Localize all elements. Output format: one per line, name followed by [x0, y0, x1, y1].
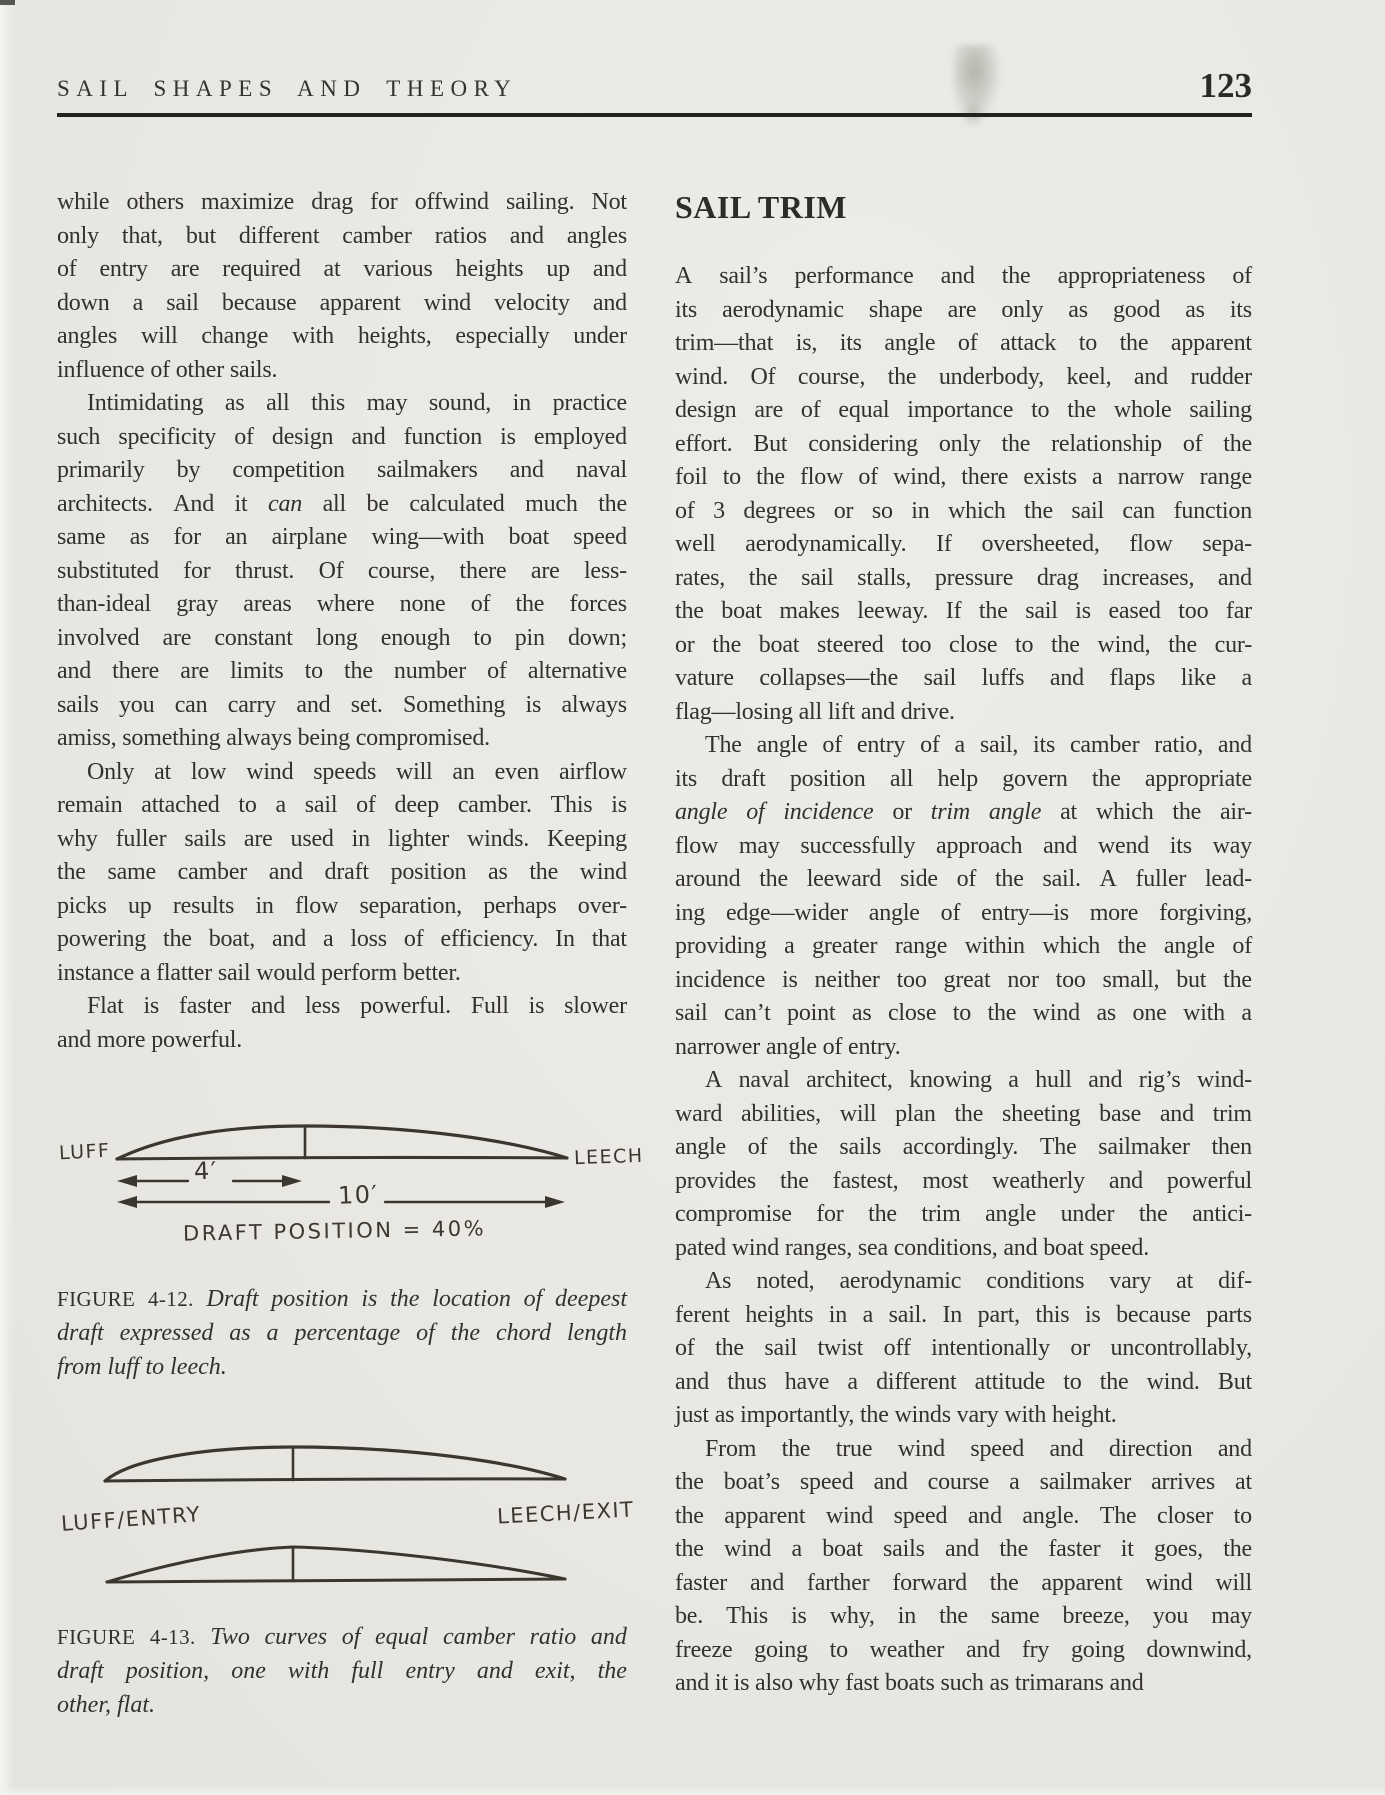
text-line: from luff to leech.	[57, 1354, 227, 1380]
text-line: other, flat.	[57, 1692, 156, 1718]
figure-4-12-caption	[57, 1282, 627, 1384]
left-text-column	[57, 186, 627, 1057]
scan-left-edge-shading	[0, 0, 14, 1795]
text-line: its aerodynamic shape are only as good as its	[675, 296, 1252, 323]
text-line: A naval architect, knowing a hull and rig’s wind-	[705, 1067, 1252, 1093]
text-line: while others maximize drag for offwind sailing. Not	[57, 189, 627, 215]
text-line: involved are constant long enough to pin down;	[57, 624, 627, 651]
text-line: angle of the sails accordingly. The sailmaker then	[675, 1134, 1252, 1160]
text-line: the boat makes leeway. If the sail is eased too far	[675, 598, 1252, 624]
scan-corner-artifact	[0, 0, 15, 5]
text-line: FIGURE 4-13. Two curves of equal camber ratio and	[57, 1624, 627, 1650]
text-line: draft expressed as a percentage of the chord length	[57, 1320, 627, 1346]
text-line: and there are limits to the number of alternative	[57, 658, 627, 684]
text-line: As noted, aerodynamic conditions vary at dif-	[705, 1268, 1252, 1294]
text-line: providing a greater range within which the angle of	[675, 933, 1252, 959]
section-heading-sail-trim: SAIL TRIM	[675, 189, 847, 225]
figure-4-13-diagram	[57, 1435, 697, 1600]
text-line: ferent heights in a sail. In part, this is because parts	[675, 1301, 1252, 1328]
text-line: amiss, something always being compromised.	[57, 725, 490, 751]
text-line: The angle of entry of a sail, its camber ratio, and	[705, 732, 1252, 758]
text-line: flag—losing all lift and drive.	[675, 698, 955, 725]
luff-entry-label: LUFF/ENTRY	[60, 1502, 202, 1536]
text-line: well aerodynamically. If oversheeted, flow sepa-	[675, 531, 1252, 557]
text-line: and thus have a different attitude to the wind. But	[675, 1368, 1252, 1395]
draft-position-annotation: DRAFT POSITION = 40%	[182, 1216, 487, 1246]
text-line: or the boat steered too close to the wind, the cur-	[675, 631, 1252, 658]
text-line: the same camber and draft position as the wind	[57, 859, 627, 885]
text-line: picks up results in flow separation, perhaps over-	[57, 892, 627, 919]
text-line: trim—that is, its angle of attack to the apparent	[675, 330, 1252, 356]
text-line: A sail’s performance and the appropriateness of	[675, 263, 1252, 289]
text-line: of the sail twist off intentionally or uncontrollably,	[675, 1335, 1252, 1361]
text-line: faster and farther forward the apparent wind will	[675, 1569, 1252, 1596]
luff-label: LUFF	[58, 1139, 111, 1165]
text-line: the boat’s speed and course a sailmaker arrives at	[675, 1469, 1252, 1495]
text-line: and more powerful.	[57, 1026, 243, 1053]
text-line: than-ideal gray areas where none of the forces	[57, 591, 627, 617]
text-line: be. This is why, in the same breeze, you may	[675, 1603, 1252, 1629]
page-number: 123	[1199, 66, 1252, 105]
text-line: From the true wind speed and direction and	[705, 1435, 1252, 1462]
figure-4-12-diagram	[57, 1095, 697, 1270]
text-line: angle of incidence or trim angle at which the air-	[675, 799, 1252, 825]
text-line: just as importantly, the winds vary with height.	[675, 1402, 1117, 1428]
right-text-column	[675, 260, 1252, 1701]
text-line: effort. But considering only the relationship of the	[675, 430, 1252, 457]
text-line: draft position, one with full entry and exit, the	[57, 1658, 627, 1684]
text-line: ing edge—wider angle of entry—is more forgiving,	[675, 899, 1252, 926]
text-line: ward abilities, will plan the sheeting base and trim	[675, 1100, 1252, 1127]
text-line: remain attached to a sail of deep camber. This is	[57, 792, 627, 818]
text-line: of 3 degrees or so in which the sail can function	[675, 497, 1252, 524]
text-line: instance a flatter sail would perform better.	[57, 959, 461, 986]
text-line: pated wind ranges, sea conditions, and boat speed.	[675, 1234, 1150, 1261]
text-line: rates, the sail stalls, pressure drag increases, and	[675, 564, 1252, 591]
text-line: influence of other sails.	[57, 356, 278, 383]
text-line: primarily by competition sailmakers and naval	[57, 457, 627, 483]
text-line: angles will change with heights, especially under	[57, 323, 627, 349]
text-line: the apparent wind speed and angle. The closer to	[675, 1502, 1252, 1529]
text-line: flow may successfully approach and wend its way	[675, 832, 1252, 859]
figure-4-13-caption	[57, 1620, 627, 1722]
text-line: architects. And it can all be calculated much the	[57, 490, 627, 517]
scan-bottom-edge-shading	[0, 1786, 1385, 1795]
text-line: freeze going to weather and fry going downwind,	[675, 1636, 1252, 1663]
text-line: Flat is faster and less powerful. Full is slower	[87, 993, 627, 1019]
running-head-title: SAIL SHAPES AND THEORY	[57, 76, 518, 101]
text-line: vature collapses—the sail luffs and flaps like a	[675, 665, 1252, 691]
draft-distance-label: 4′	[193, 1156, 219, 1186]
text-line: of entry are required at various heights up and	[57, 256, 627, 282]
text-line: why fuller sails are used in lighter winds. Keeping	[57, 825, 627, 852]
text-line: wind. Of course, the underbody, keel, and rudder	[675, 363, 1252, 390]
text-line: same as for an airplane wing—with boat speed	[57, 524, 627, 550]
text-line: around the leeward side of the sail. A fuller lead-	[675, 866, 1252, 892]
text-line: design are of equal importance to the whole sailing	[675, 397, 1252, 423]
text-line: down a sail because apparent wind velocity and	[57, 289, 627, 316]
text-line: narrower angle of entry.	[675, 1033, 901, 1060]
leech-label: LEECH	[573, 1144, 645, 1170]
header-rule	[57, 113, 1252, 117]
text-line: such specificity of design and function is employed	[57, 423, 627, 450]
text-line: and it is also why fast boats such as trimarans and	[675, 1670, 1144, 1696]
text-line: the wind a boat sails and the faster it goes, the	[675, 1536, 1252, 1562]
text-line: only that, but different camber ratios and angles	[57, 222, 627, 249]
text-line: Only at low wind speeds will an even airflow	[87, 758, 627, 785]
text-line: incidence is neither too great nor too small, but the	[675, 966, 1252, 993]
text-line: foil to the flow of wind, there exists a narrow range	[675, 464, 1252, 490]
text-line: provides the fastest, most weatherly and powerful	[675, 1167, 1252, 1194]
text-line: sails you can carry and set. Something is always	[57, 691, 627, 718]
text-line: Intimidating as all this may sound, in practice	[87, 390, 627, 416]
text-line: sail can’t point as close to the wind as one with a	[675, 1000, 1252, 1026]
text-line: powering the boat, and a loss of efficiency. In that	[57, 926, 627, 952]
text-line: its draft position all help govern the appropriate	[675, 765, 1252, 792]
text-line: substituted for thrust. Of course, there are less-	[57, 557, 627, 584]
chord-length-label: 10′	[337, 1180, 379, 1210]
leech-exit-label: LEECH/EXIT	[496, 1497, 635, 1529]
text-line: compromise for the trim angle under the antici-	[675, 1201, 1252, 1227]
text-line: FIGURE 4-12. Draft position is the location of deepest	[57, 1286, 627, 1312]
